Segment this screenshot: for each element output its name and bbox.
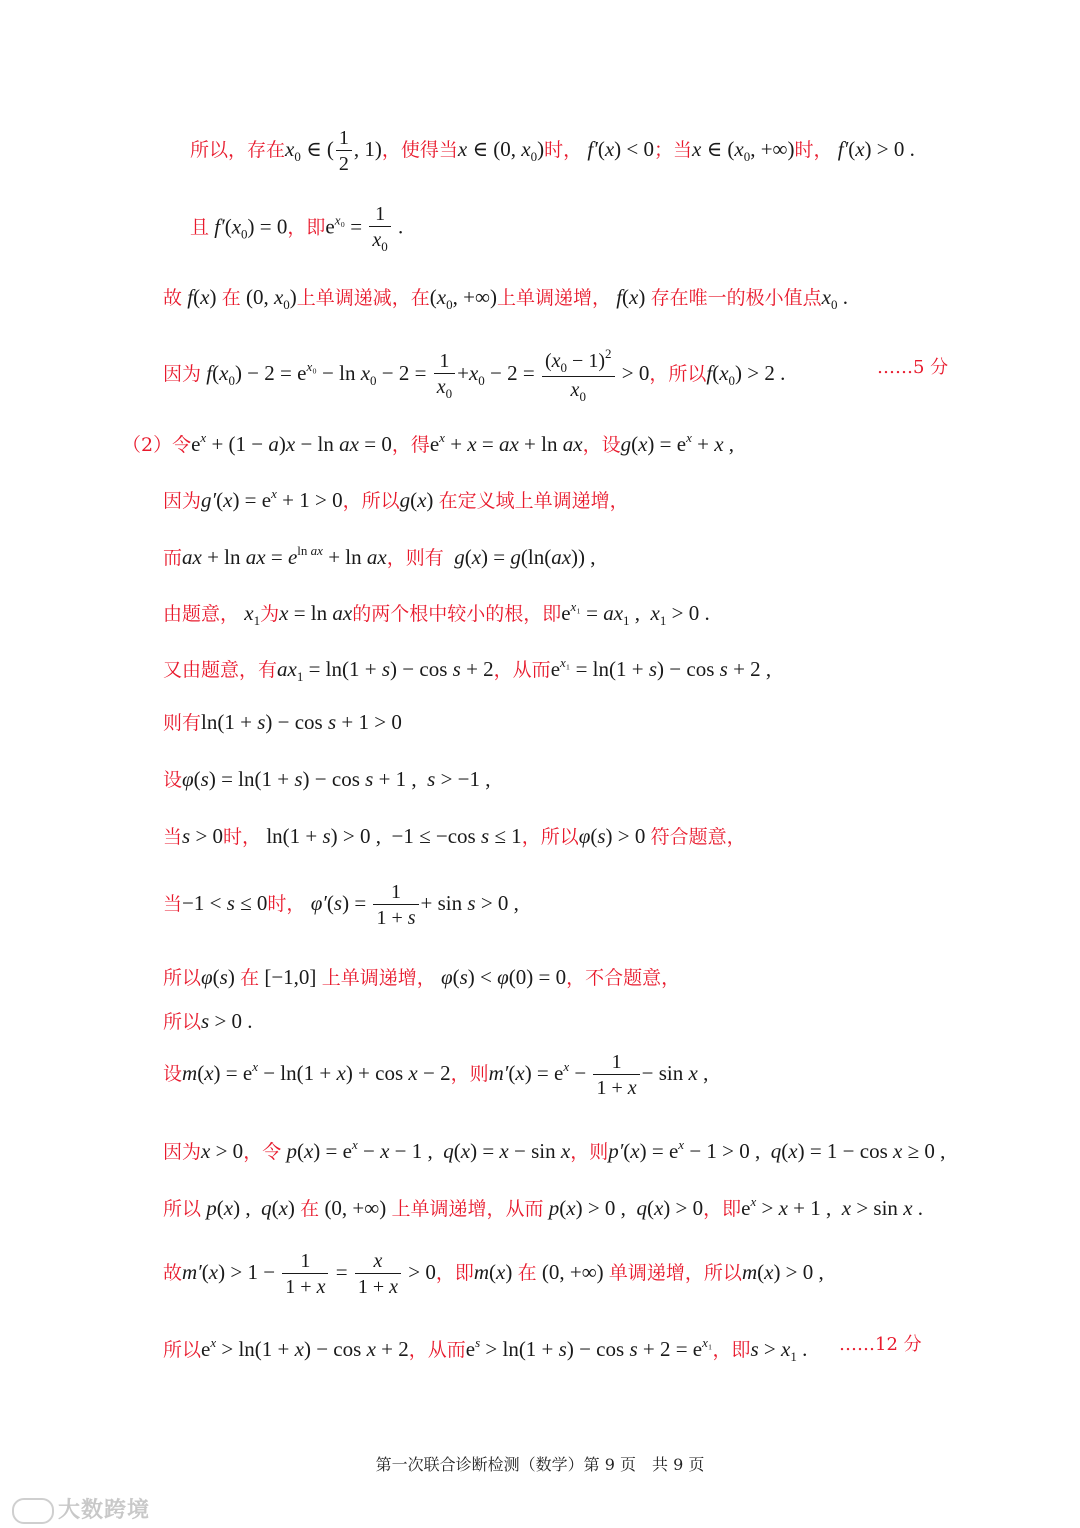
- text: 所以: [163, 1339, 202, 1361]
- text: 在定义域上单调递增，: [438, 490, 629, 512]
- line-15: 所以s > 0 .: [163, 1009, 253, 1033]
- watermark-text: 大数跨境: [58, 1498, 151, 1523]
- page-footer: 第一次联合诊断检测（数学）第 9 页 共 9 页: [375, 1455, 705, 1474]
- text: ，即: [287, 216, 326, 239]
- text: 当: [163, 826, 183, 848]
- line-19: 故m′(x) > 1 − $\frac{1}{1 + x}$ = $\frac{x}{1 + x}$ > 0，即m(x) 在 (0, +∞) 单调递增，所以m(x) > 0 ,: [163, 1250, 824, 1298]
- text: 为: [260, 603, 280, 625]
- text: 存在唯一的极小值点: [650, 287, 822, 309]
- text: 上单调递增，从而: [391, 1198, 544, 1220]
- text: ，从而: [408, 1339, 466, 1361]
- text: 所以: [163, 967, 202, 989]
- score-note: ……5 分: [877, 357, 949, 378]
- fraction: $\frac{x}{1 + x}$: [355, 1251, 401, 1297]
- line-8: 由题意， $x_1$为x = ln ax的两个根中较小的根，即$e^{x_1} = ax_1$ , $x_1 > 0$ .: [163, 599, 710, 628]
- text: ；当: [653, 138, 692, 161]
- text: 上单调递减，在: [296, 287, 430, 309]
- text: 时，: [794, 138, 833, 161]
- line-1: 所以，存在$x_0$ ∈ ( $\frac{1}{2}$ , 1)，使得当x ∈ (0, $x_0$)时， f′(x) < 0；当x ∈ ($x_0$, +∞)时， f′(x) > 0 .: [190, 127, 915, 175]
- text: ，所以: [342, 490, 400, 512]
- fraction: $\frac{1}{1 + x}$: [282, 1251, 328, 1297]
- text: ，设: [582, 434, 621, 456]
- text: ，所以: [649, 362, 707, 385]
- text: 在: [240, 967, 260, 989]
- text: 故: [163, 287, 183, 309]
- fraction: $\frac{(x_0 - 1)^2}{x_0}$: [542, 347, 615, 403]
- fraction: $\frac{1}{1 + s}$: [373, 882, 418, 928]
- score-note: ……12 分: [839, 1334, 922, 1355]
- text: 因为: [163, 490, 202, 512]
- line-18: 所以 p(x) , q(x) 在 (0, +∞) 上单调递增，从而 p(x) > 0 , q(x) > 0，即$e^x > x + 1$ , x > sin x .: [163, 1194, 924, 1220]
- text: （2）令: [122, 434, 192, 456]
- line-20: 所以$e^x > \ln(1 + x) - \cos x + 2$，从而$e^s > \ln(1 + s) - \cos s + 2 = e^{x_1}$，即$s > x_1$ . ……12 分: [163, 1334, 922, 1364]
- text: 设: [163, 1062, 183, 1085]
- text: ，即: [435, 1261, 474, 1284]
- text: 在: [221, 287, 241, 309]
- text: ，则有: [386, 547, 444, 569]
- text: ，得: [391, 434, 430, 456]
- line-11: 设φ(s) = ln(1 + s) − cos s + 1 , s > −1 ,: [163, 767, 491, 791]
- text: 符合题意，: [650, 826, 746, 848]
- text: 因为: [163, 362, 202, 385]
- text: 因为: [163, 1141, 202, 1163]
- text: 上单调递增，: [321, 967, 436, 989]
- text: ，从而: [493, 659, 551, 681]
- text: ，则: [450, 1062, 489, 1085]
- text: ，不合题意，: [566, 967, 681, 989]
- text: 在: [517, 1261, 537, 1284]
- text: 且: [190, 216, 210, 239]
- text: ，令: [243, 1141, 282, 1163]
- text: 所以: [163, 1011, 202, 1033]
- fraction: $\frac{1}{2}$: [336, 128, 352, 174]
- line-6: 因为$g'(x) = e^x + 1 > 0$，所以g(x) 在定义域上单调递增，: [163, 486, 629, 512]
- text: 上单调递增，: [496, 287, 611, 309]
- line-5: （2）令$e^x + (1 - a)x - \ln$ ax = 0，得$e^x + x$ = ax + ln ax，设$g(x) = e^x + x$ ,: [122, 430, 735, 456]
- line-3: 故 f(x) 在 (0, $x_0$)上单调递减，在($x_0$, +∞)上单调递增， f(x) 存在唯一的极小值点$x_0$ .: [163, 285, 848, 312]
- text: 则有: [163, 712, 202, 734]
- text: 而: [163, 547, 183, 569]
- text: 所以: [163, 1198, 202, 1220]
- text: 时，: [223, 826, 262, 848]
- line-13: 当−1 < s ≤ 0时， φ′(s) = $\frac{1}{1 + s}$ + sin s > 0 ,: [163, 881, 519, 929]
- text: 时，: [267, 892, 306, 915]
- text: 所以，存在: [190, 138, 286, 161]
- text: ，则: [570, 1141, 609, 1163]
- line-12: 当s > 0时， ln(1 + s) > 0 , −1 ≤ −cos s ≤ 1，所以φ(s) > 0 符合题意，: [163, 824, 746, 848]
- text: ，所以: [521, 826, 579, 848]
- text: 当: [163, 892, 183, 915]
- line-14: 所以φ(s) 在 [−1,0] 上单调递增， φ(s) < φ(0) = 0，不合题意，: [163, 965, 681, 989]
- text: 由题意，: [163, 603, 240, 625]
- fraction: $\frac{1}{x_0}$: [369, 204, 390, 253]
- line-4: 因为 $f(x_0) - 2 = e^{x_0} - \ln x_0 - 2$ = $\frac{1}{x_0}$ $+x_0 - 2$ = $\frac{(x_0 - 1)^2}{x_0}$ > 0，所以$f(x_0) > 2$ . ……5 分: [163, 346, 949, 404]
- line-17: 因为x > 0，令 $p(x) = e^x - x - 1$ , q(x) = x − sin x，则$p'(x) = e^x - 1 > 0$ , q(x) = 1 − cos x ≥ 0 ,: [163, 1137, 946, 1163]
- text: ，即: [703, 1198, 742, 1220]
- line-2: 且 $f'(x_0) = 0$，即$e^{x_0}$ = $\frac{1}{x_0}$ .: [190, 203, 404, 254]
- text: 故: [163, 1261, 183, 1284]
- text: 的两个根中较小的根，即: [352, 603, 562, 625]
- line-10: 则有ln(1 + s) − cos s + 1 > 0: [163, 710, 402, 734]
- text: 单调递增，所以: [608, 1261, 742, 1284]
- line-9: 又由题意，有$ax_1 = \ln(1 + s) - \cos s + 2$，从而$e^{x_1} = \ln(1 + s) - \cos s + 2$ ,: [163, 655, 772, 684]
- line-16: 设$m(x) = e^x - \ln(1 + x) + \cos x - 2$，则$m'(x) = e^x$ − $\frac{1}{1 + x}$ − sin x ,: [163, 1051, 709, 1099]
- text: 设: [163, 769, 183, 791]
- text: 时，: [544, 138, 583, 161]
- text: ，即: [712, 1339, 751, 1361]
- text: 又由题意，有: [163, 659, 278, 681]
- text: 在: [300, 1198, 320, 1220]
- fraction: $\frac{1}{1 + x}$: [593, 1052, 639, 1098]
- watermark-logo-icon: [12, 1498, 54, 1524]
- watermark: [12, 1493, 150, 1524]
- line-7: 而ax + ln ax = $e^{ln ax} + \ln$ ax，则有 g(x) = g(ln(ax)) ,: [163, 543, 596, 569]
- text: ，使得当: [381, 138, 458, 161]
- fraction: $\frac{1}{x_0}$: [434, 351, 455, 400]
